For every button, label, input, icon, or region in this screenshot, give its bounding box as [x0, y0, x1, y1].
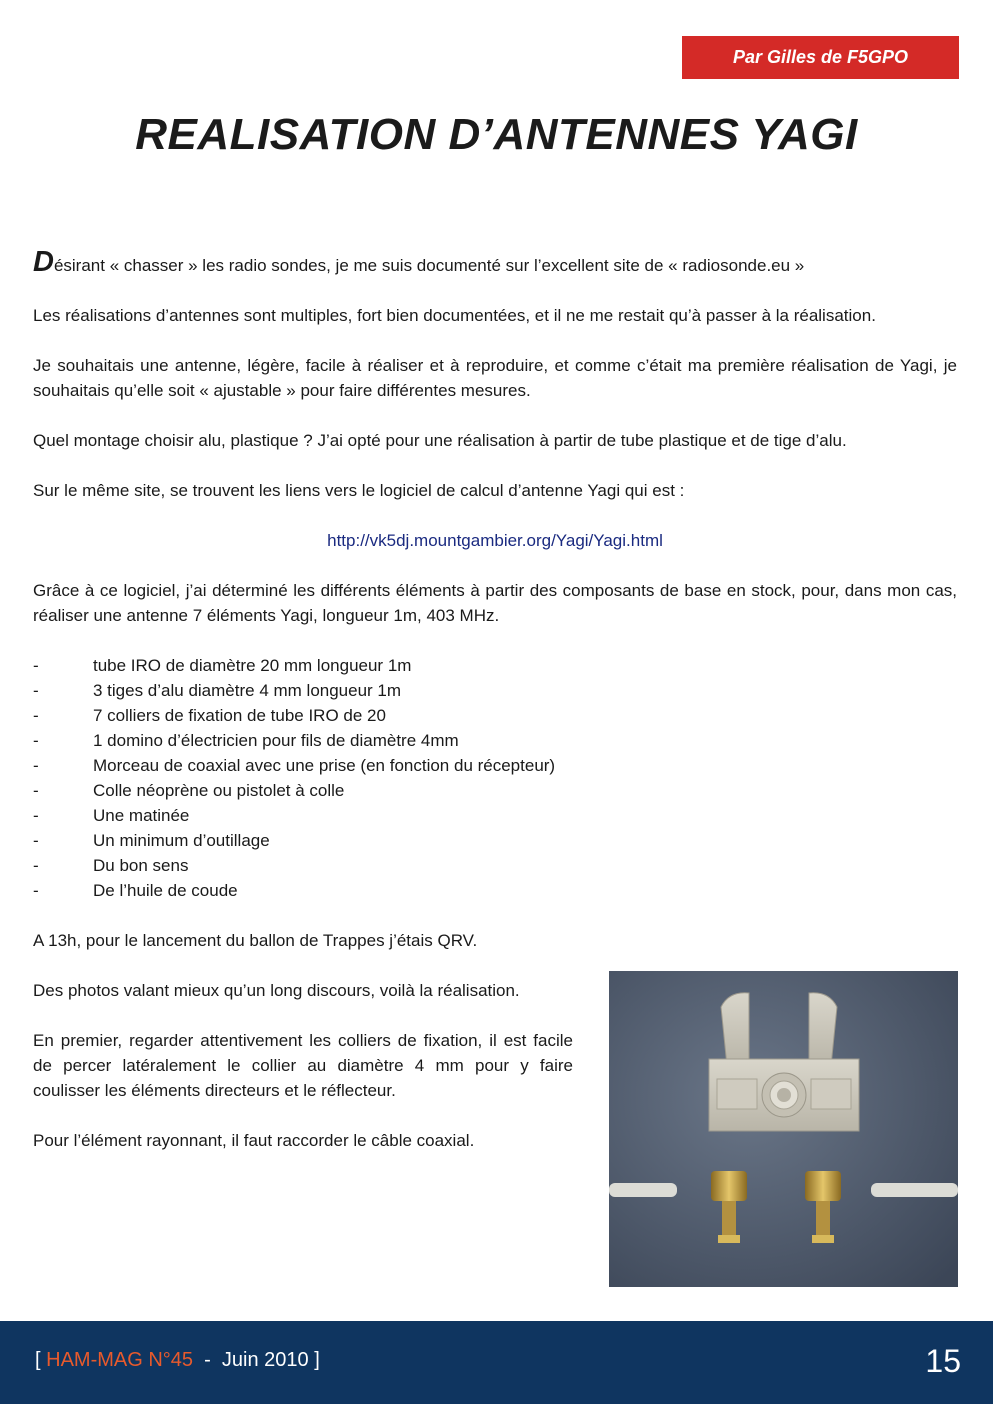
list-marker: - — [33, 681, 39, 700]
list-item-text: Une matinée — [93, 806, 190, 825]
list-item-text: Un minimum d’outillage — [93, 831, 270, 850]
intro-text: ésirant « chasser » les radio sondes, je me suis documenté sur l’excellent site de « radiosonde.eu » — [53, 256, 805, 275]
list-item — [33, 778, 957, 803]
paragraph-8: En premier, regarder attentivement les colliers de fixation, il est facile de percer latéralement le collier au diamètre 4 mm pour y faire coulisser les éléments directeurs et le réflecteur. — [33, 1031, 573, 1100]
list-marker: - — [33, 781, 39, 800]
intro-paragraph — [33, 246, 957, 278]
paragraph-6: A 13h, pour le lancement du ballon de Trappes j’étais QRV. — [33, 931, 478, 950]
list-marker: - — [33, 856, 39, 875]
issue-label — [35, 1349, 320, 1372]
list-marker: - — [33, 881, 39, 900]
page-footer — [0, 1321, 993, 1404]
software-link[interactable]: http://vk5dj.mountgambier.org/Yagi/Yagi.html — [327, 531, 663, 550]
list-item — [33, 703, 957, 728]
list-marker: - — [33, 656, 39, 675]
list-item — [33, 803, 957, 828]
list-item — [33, 678, 957, 703]
clamp-photo-illustration — [609, 971, 958, 1287]
list-item — [33, 728, 957, 753]
bracket-open: [ — [35, 1349, 47, 1371]
author-badge: Par Gilles de F5GPO — [682, 36, 959, 79]
clamp-photo — [609, 971, 958, 1287]
page-title: REALISATION D’ANTENNES YAGI — [135, 110, 858, 159]
list-item-text: 3 tiges d’alu diamètre 4 mm longueur 1m — [93, 681, 402, 700]
issue-date: - Juin 2010 ] — [193, 1349, 320, 1371]
paragraph-5: Grâce à ce logiciel, j’ai déterminé les différents éléments à partir des composants de base en stock, pour, dans mon cas, réaliser une antenne 7 éléments Yagi, longueur 1m, 403 MHz. — [33, 581, 957, 625]
list-item-text: 7 colliers de fixation de tube IRO de 20 — [93, 706, 386, 725]
list-item — [33, 853, 957, 878]
paragraph-1: Les réalisations d’antennes sont multiples, fort bien documentées, et il ne me restait qu’à passer à la réalisation. — [33, 306, 876, 325]
drop-cap: D — [33, 246, 54, 278]
list-item-text: Morceau de coaxial avec une prise (en fonction du récepteur) — [93, 756, 556, 775]
list-item — [33, 753, 957, 778]
paragraph-4: Sur le même site, se trouvent les liens vers le logiciel de calcul d’antenne Yagi qui est : — [33, 481, 685, 500]
list-item — [33, 653, 957, 678]
materials-list — [33, 653, 957, 903]
paragraph-7: Des photos valant mieux qu’un long discours, voilà la réalisation. — [33, 981, 520, 1000]
list-item-text: Colle néoprène ou pistolet à colle — [93, 781, 345, 800]
list-marker: - — [33, 756, 39, 775]
list-item-text: Du bon sens — [93, 856, 189, 875]
magazine-name: HAM-MAG N°45 — [46, 1349, 194, 1371]
list-marker: - — [33, 706, 39, 725]
list-marker: - — [33, 731, 39, 750]
list-item — [33, 878, 957, 903]
list-item-text: 1 domino d’électricien pour fils de diamètre 4mm — [93, 731, 459, 750]
list-item-text: tube IRO de diamètre 20 mm longueur 1m — [93, 656, 412, 675]
page-number: 15 — [925, 1343, 961, 1379]
list-item-text: De l’huile de coude — [93, 881, 238, 900]
paragraph-2: Je souhaitais une antenne, légère, facile à réaliser et à reproduire, et comme c’était ma première réalisation de Yagi, je souhaitais qu’elle soit « ajustable » pour faire différentes mesures. — [33, 356, 957, 400]
paragraph-3: Quel montage choisir alu, plastique ? J’ai opté pour une réalisation à partir de tube plastique et de tige d’alu. — [33, 431, 847, 450]
list-marker: - — [33, 831, 39, 850]
paragraph-9: Pour l’élément rayonnant, il faut raccorder le câble coaxial. — [33, 1131, 475, 1150]
list-item — [33, 828, 957, 853]
list-marker: - — [33, 806, 39, 825]
